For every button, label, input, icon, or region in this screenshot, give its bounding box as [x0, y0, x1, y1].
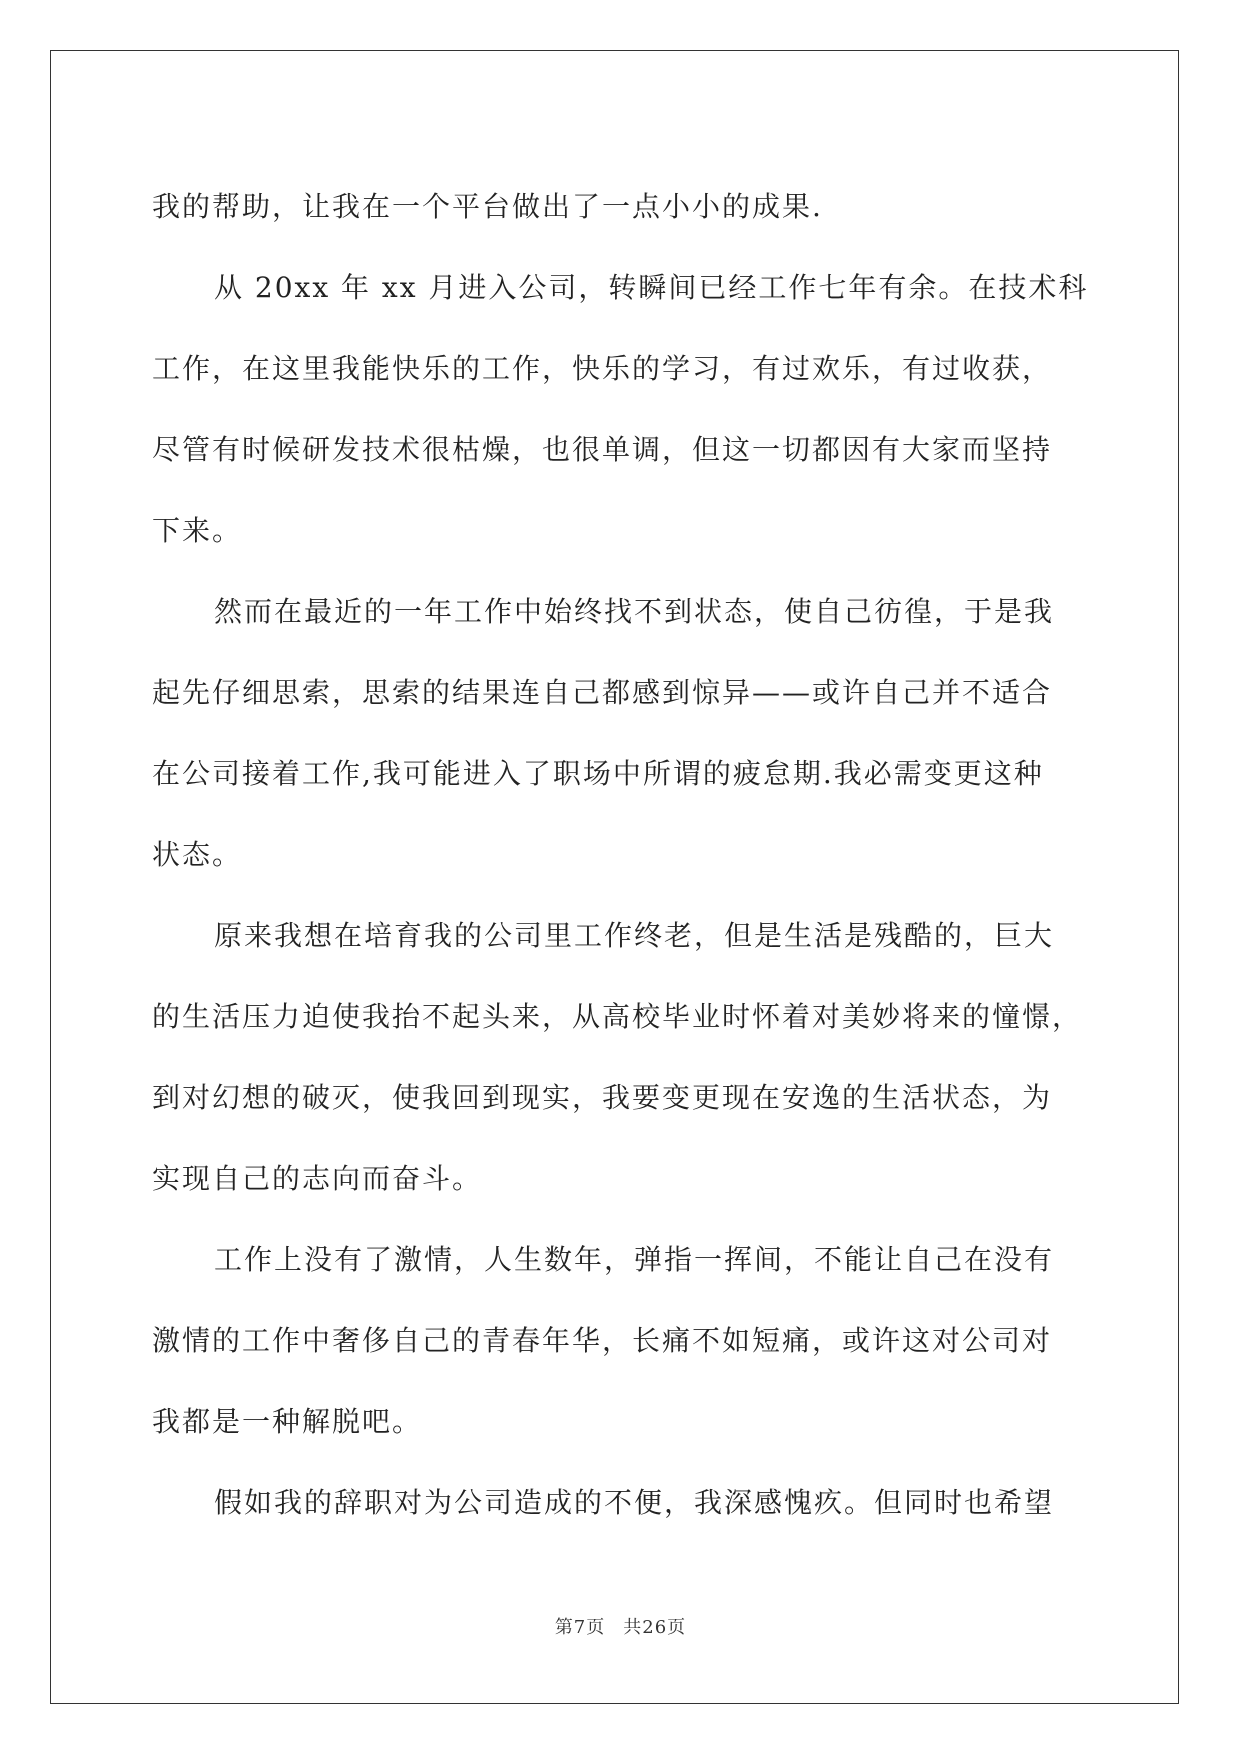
text-line: 下来。	[152, 514, 243, 547]
text-line: 我都是一种解脱吧。	[152, 1405, 423, 1438]
text-line: 我的帮助，让我在一个平台做出了一点小小的成果.	[152, 190, 823, 223]
text-line: 假如我的辞职对为公司造成的不便，我深感愧疚。但同时也希望	[214, 1486, 1055, 1519]
text-line: 到对幻想的破灭，使我回到现实，我要变更现在安逸的生活状态，为	[152, 1081, 1053, 1114]
text-line: 激情的工作中奢侈自己的青春年华，长痛不如短痛，或许这对公司对	[152, 1324, 1053, 1357]
text-line: 状态。	[152, 838, 243, 871]
text-line: 工作，在这里我能快乐的工作，快乐的学习，有过欢乐，有过收获，	[152, 352, 1053, 385]
text-line: 尽管有时候研发技术很枯燥，也很单调，但这一切都因有大家而坚持	[152, 433, 1053, 466]
text-line: 实现自己的志向而奋斗。	[152, 1162, 483, 1195]
text-line: 在公司接着工作,我可能进入了职场中所谓的疲怠期.我必需变更这种	[152, 757, 1044, 790]
text-line: 原来我想在培育我的公司里工作终老，但是生活是残酷的，巨大	[214, 919, 1055, 952]
page-number-current: 第7页	[554, 1617, 606, 1638]
text-line: 的生活压力迫使我抬不起头来，从高校毕业时怀着对美妙将来的憧憬，	[152, 1000, 1083, 1033]
text-line: 起先仔细思索，思索的结果连自己都感到惊异——或许自己并不适合	[152, 676, 1053, 709]
page-footer	[0, 1613, 1241, 1639]
page-number-total: 共26页	[623, 1617, 687, 1638]
document-body	[152, 166, 1092, 1543]
text-line: 从 20xx 年 xx 月进入公司，转瞬间已经工作七年有余。在技术科	[214, 271, 1089, 304]
text-line: 工作上没有了激情，人生数年，弹指一挥间，不能让自己在没有	[214, 1243, 1055, 1276]
text-line: 然而在最近的一年工作中始终找不到状态，使自己彷徨，于是我	[214, 595, 1055, 628]
